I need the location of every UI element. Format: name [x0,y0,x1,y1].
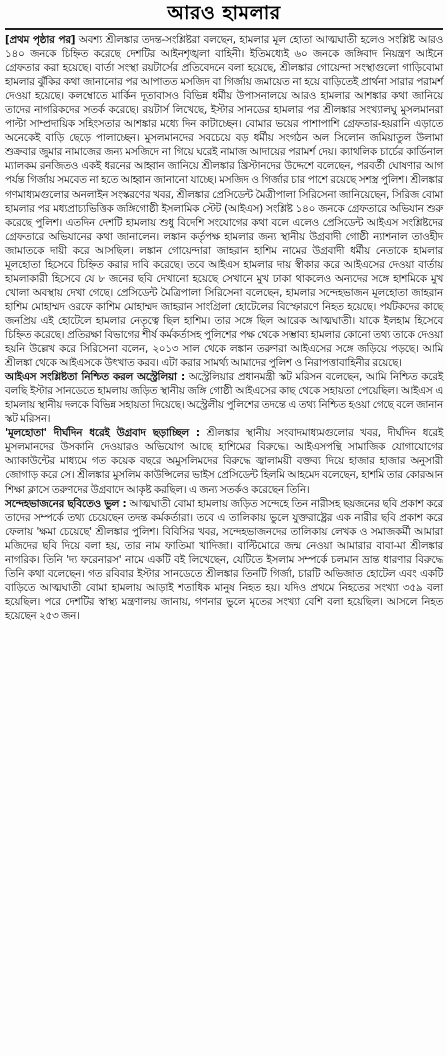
subheading-australia: আইএস সংশ্লিষ্টতা নিশ্চিত করল অস্ট্রেলিয়া : [5,371,185,384]
subheading-mastermind: 'মূলহোতা' দীর্ঘদিন ধরেই উগ্রবাদ ছড়াচ্ছিল : [5,427,200,440]
paragraph-australia [5,370,443,426]
paragraph-text: অবশ্য শ্রীলঙ্কার তদন্ত-সংশ্লিষ্টরা বলছেন, হামলার মূল হোতা আত্মঘাতী হলেও সংশ্লিষ্ট আরও ১৪০ জনকে চিহ্নিত করেছে দেশটির আইনশৃঙ্খলা বাহিনী। ইতিমধ্যেই ৬০ জনকে জঙ্গিবাদ নিয়ন্ত্রণ আইনে গ্রেফতার করা হয়েছে। বার্তা সংস্থা রয়টার্সের প্রতিবেদনে বলা হয়েছে, শ্রীলঙ্কার গোয়েন্দা সংস্থাগুলো গাড়িবোমা হামলার ঝুঁকির কথা জানানোর পর আপাতত মসজিদ বা গির্জায় জমায়েত না হয়ে বাড়িতেই প্রার্থনা সারার পরামর্শ দেওয়া হয়েছে। কলম্বোতে মার্কিন দূতাবাসও বিভিন্ন ধর্মীয় উপাসনালয়ে আরও হামলার আশঙ্কার কথা জানিয়ে তাদের নাগরিকদের সতর্ক করেছে। রয়টার্স লিখেছে, ইস্টার সানডের হামলার পর শ্রীলঙ্কার সংখ্যালঘু মুসলমানরা পাল্টা সাম্প্রদায়িক সহিংসতার আশঙ্কার মধ্যে দিন কাটাচ্ছেন। বোমার ভয়ের পাশাপাশি গ্রেফতার-হয়রানি এড়াতে অনেকেই বাড়ি ছেড়ে পালাচ্ছেন। মুসলমানদের সবচেয়ে বড় ধর্মীয় সংগঠন অল সিলোন জমিয়াতুল উলামা শুক্রবার জুমার নামাজের জন্য মসজিদে না গিয়ে ঘরেই নামাজ আদায়ের পরামর্শ দেয়। ক্যাথলিক চার্চের কার্ডিনাল ম্যালকম রনজিতও একই ধরনের আহ্বান জানিয়ে শ্রীলঙ্কার খ্রিস্টানদের উদ্দেশে বলেছেন, পরবর্তী ঘোষণার আগ পর্যন্ত গির্জায় সমবেত না হতে আহ্বান জানানো যাচ্ছে। মসজিদ ও গির্জার চার পাশে রয়েছে সশস্ত্র পুলিশ। শ্রীলঙ্কার গণমাধ্যমগুলোর অনলাইন সংস্করণের খবর, শ্রীলঙ্কার প্রেসিডেন্ট মৈত্রীপালা সিরিসেনা জানিয়েছেন, সিরিজ বোমা হামলার পর মধ্যপ্রাচ্যভিত্তিক জঙ্গিগোষ্ঠী ইসলামিক স্টেট (আইএস) সংশ্লিষ্ট ১৪০ জনকে গ্রেফতারে অভিযান শুরু করেছে পুলিশ। এতদিন দেশটি হামলায় শুধু বিদেশি সংযোগের কথা বলে এলেও প্রেসিডেন্ট আইএস সংশ্লিষ্টদের গ্রেফতারে অভিযানের কথা জানালেন। লঙ্কান কর্তৃপক্ষ হামলার জন্য স্থানীয় উগ্রবাদী গোষ্ঠী ন্যাশনাল তাওহীদ জামাতকে দায়ী করে আসছিল। লঙ্কান গোয়েন্দারা জাহরান হাশিম নামের উগ্রবাদী ধর্মীয় নেতাকে হামলার মূলহোতা হিসেবে চিহ্নিত করার দাবি করেছে। তবে আইএস হামলার দায় স্বীকার করে আইএসের দেওয়া বার্তায় হামলাকারী হিসেবে যে ৮ জনের ছবি দেখানো হয়েছে সেখানে মুখ ঢাকা থাকলেও অন্যদের সঙ্গে হাশমিকে মুখ খোলা অবস্থায় দেখা গেছে। প্রেসিডেন্ট মৈত্রিপালা সিরিসেনা বলেছেন, হামলার সন্দেহভাজন মূলহোতা জাহরান হাশিম মোহাম্মদ ওরফে কাশিম মোহাম্মদ জাহরান সাংগ্রিলা হোটেলের বিস্ফোরণে নিহত হয়েছে। পর্যটকদের কাছে জনপ্রিয় এই হোটেলে হামলার নেতৃত্বে ছিল হাশিম। তার সঙ্গে ছিল আরেক আত্মঘাতী। যাকে ইলহাম হিসেবে চিহ্নিত করেছে। প্রতিরক্ষা বিভাগের শীর্ষ কর্মকর্তাসহ পুলিশের পক্ষ থেকে সম্ভাব্য হামলার কোনো তথ্য তাকে দেওয়া হয়নি উল্লেখ করে সিরিসেনা বলেন, ২০১৩ সাল থেকে লঙ্কান তরুণরা আইএসের সঙ্গে জড়িয়ে পড়ছে। আমি শ্রীলঙ্কা থেকে আইএসকে উৎখাত করব। এটা করার সামর্থ্য আমাদের পুলিশ ও নিরাপত্তাবাহিনীর রয়েছে। [5,34,443,370]
paragraph-photo-error [5,497,443,623]
headline-rule [5,28,443,30]
paragraph-text: অস্ট্রেলিয়ার প্রধানমন্ত্রী স্কট মরিসন বলেছেন, আমি নিশ্চিত করেই বলছি ইস্টার সানডেতে হামলায় জড়িত স্থানীয় জঙ্গি গোষ্ঠী আইএসের কাছ থেকে সহায়তা পেয়েছিল। আইএস এ হামলায় স্থানীয় দলকে বিভিন্ন সহায়তা দিয়েছে। অস্ট্রেলীয় পুলিশের তদন্তে এ তথ্য নিশ্চিত হওয়া গেছে বলে জানান স্কট মরিসন। [5,371,443,426]
paragraph-text: শ্রীলঙ্কার স্থানীয় সংবাদমাধ্যমগুলোর খবর, দীর্ঘদিন ধরেই মুসলমানদের উসকানি দেওয়ারও অভিযোগ আছে হাশিমের বিরুদ্ধে। আইএসপন্থি সামাজিক যোগাযোগের অ্যাকাউন্টের মাধ্যমে গত কয়েক বছরে অমুসলিমদের বিরুদ্ধে জ্বালাময়ী বক্তব্য দিয়ে হাজার হাজার অনুসারী জোগাড় করে সে। শ্রীলঙ্কার মুসলিম কাউন্সিলের ভাইস প্রেসিডেন্ট হিলমি আহমেদ বলেছেন, হাশমি তার কোরআন শিক্ষা ক্লাসে তরুণদের উগ্রবাদে আকৃষ্ট করছিল। এ জন্য সতর্কও করেছেন তিনি। [5,427,443,496]
paragraph-mastermind [5,426,443,496]
paragraph-intro [5,33,443,370]
article-body [5,33,443,623]
paragraph-text: আত্মঘাতী বোমা হামলায় জড়িত সন্দেহে তিন নারীসহ ছয়জনের ছবি প্রকাশ করে তাদের সম্পর্কে তথ্য চেয়েছেন তদন্ত কর্মকর্তারা। তবে এ তালিকায় ভুলে যুক্তরাষ্ট্রের এক নারীর ছবি প্রকাশ করে ফেলায় 'ক্ষমা চেয়েছে' শ্রীলঙ্কার পুলিশ। বিবিসির খবর, সন্দেহভাজনদের তালিকায় লেখক ও সমাজকর্মী আমারা মজিদের ছবি দিয়ে বলা হয়, তার নাম ফাতিমা খাদিজা। বাল্টিমোরে জন্ম নেওয়া আমারার বাবা-মা শ্রীলঙ্কার নাগরিক। তিনি 'দ্য ফরেনারস' নামে একটি বই লিখেছেন, যেটিতে ইসলাম সম্পর্কে চলমান ভ্রান্ত ধারণার বিরুদ্ধে তিনি কথা বলেছেন। গত রবিবার ইস্টার সানডেতে শ্রীলঙ্কার তিনটি গির্জা, চারটি অভিজাত হোটেল এবং একটি বাড়িতে আত্মঘাতী বোমা হামলায় আড়াই শতাধিক মানুষ নিহত হয়। যদিও প্রথমে নিহতের সংখ্যা ৩৫৯ বলা হয়েছিল। পরে দেশটির স্বাস্থ্য মন্ত্রণালয় জানায়, গণনার ভুলে মৃতের সংখ্যা বেশি বলা হয়েছিল। আসলে নিহত হয়েছেন ২৫৩ জন। [5,497,444,622]
headline: আরও হামলার [167,2,281,24]
continuation-marker: [প্রথম পৃষ্ঠার পর] [5,34,76,46]
subheading-photo-error: সন্দেহভাজনের ছবিতেও ভুল : [5,497,127,510]
